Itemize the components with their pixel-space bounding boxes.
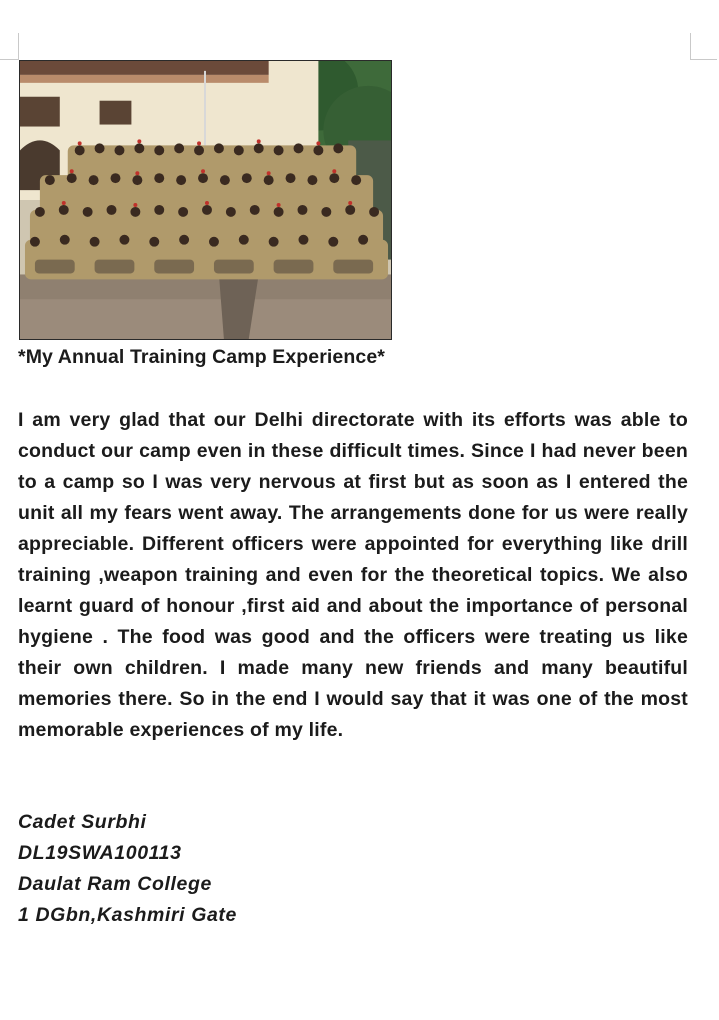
signature-college: Daulat Ram College [18,873,212,895]
signature-id: DL19SWA100113 [18,842,182,864]
signature-block [18,807,237,931]
signature-unit: 1 DGbn,Kashmiri Gate [18,904,237,926]
page-corner-mark-right [690,33,717,60]
page-corner-mark-left [0,33,19,60]
body-paragraph: I am very glad that our Delhi directorate with its efforts was able to conduct our camp even in these difficult times. Since I had never been to a camp so I was very nervous at first but as soon as I entered the unit all my fears went away. The arrangements done for us were really appreciable. Different officers were appointed for everything like drill training ,weapon training and even for the theoretical topics. We also learnt guard of honour ,first aid and about the importance of personal hygiene . The food was good and the officers were treating us like their own children. I made many new friends and many beautiful memories there. So in the end I would say that it was one of the most memorable experiences of my life. [18,409,688,741]
camp-group-photo [19,60,392,340]
document-title: *My Annual Training Camp Experience* [18,346,385,368]
group-photo-icon [20,61,391,339]
signature-name: Cadet Surbhi [18,811,147,833]
